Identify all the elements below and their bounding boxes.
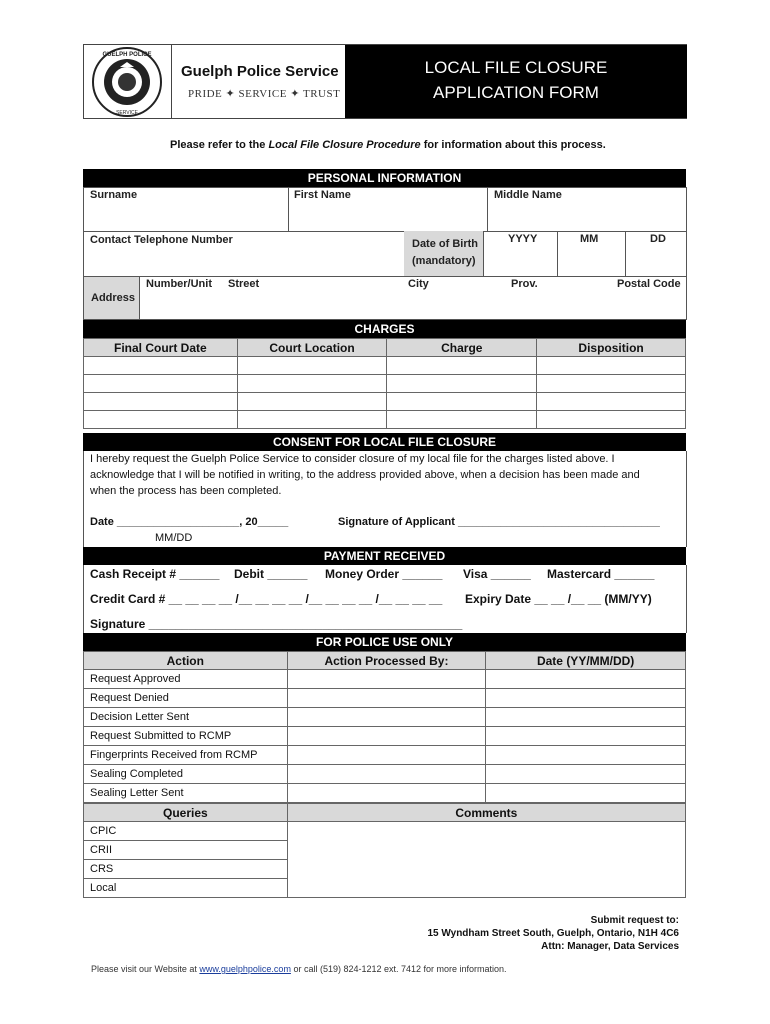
police-action-row[interactable]	[84, 689, 686, 708]
website-link[interactable]: www.guelphpolice.com	[199, 964, 291, 974]
city-label: City	[408, 278, 429, 290]
motto: PRIDE ✦ SERVICE ✦ TRUST	[188, 88, 341, 100]
title-line2: APPLICATION FORM	[433, 83, 599, 102]
submit-line1: Submit request to:	[590, 915, 679, 926]
footer-suffix: or call (519) 824-1212 ext. 7412 for more information.	[290, 964, 507, 974]
personal-heading: PERSONAL INFORMATION	[83, 169, 686, 187]
action-label: Request Approved	[84, 670, 288, 689]
consent-date-field[interactable]: Date ____________________, 20_____	[90, 516, 289, 528]
phone-label: Contact Telephone Number	[90, 234, 233, 246]
police-table	[83, 651, 686, 803]
comments-heading: Comments	[287, 804, 685, 822]
dd-label: DD	[650, 233, 666, 245]
personal-row1	[83, 187, 687, 232]
payment-signature-field[interactable]: Signature _______________________________________________	[90, 617, 463, 631]
address-label: Address	[91, 292, 136, 304]
query-item[interactable]: CPIC	[84, 822, 288, 841]
charges-row[interactable]	[84, 357, 686, 375]
mm-label: MM	[580, 233, 599, 245]
police-seal	[84, 45, 172, 118]
comments-field[interactable]	[287, 822, 685, 898]
charges-heading: CHARGES	[83, 320, 686, 338]
charges-table	[83, 338, 686, 429]
charges-col-final-court-date: Final Court Date	[84, 339, 238, 357]
intro-suffix: for information about this process.	[420, 139, 606, 151]
seal-text-top: GUELPH POLICE	[102, 52, 152, 58]
police-action-row[interactable]	[84, 746, 686, 765]
payment-heading: PAYMENT RECEIVED	[83, 547, 686, 565]
org-name: Guelph Police Service	[181, 63, 339, 80]
charges-row[interactable]	[84, 411, 686, 429]
money-order-field[interactable]: Money Order ______	[325, 567, 443, 581]
postal-code-label: Postal Code	[617, 278, 681, 290]
consent-date-format: MM/DD	[155, 532, 193, 544]
charges-row[interactable]	[84, 393, 686, 411]
police-col-action: Action	[84, 652, 288, 670]
action-label: Decision Letter Sent	[84, 708, 288, 727]
action-label: Sealing Completed	[84, 765, 288, 784]
action-label: Request Submitted to RCMP	[84, 727, 288, 746]
dob-label-line2: (mandatory)	[412, 255, 476, 267]
charges-col-disposition: Disposition	[537, 339, 686, 357]
middle-name-label: Middle Name	[494, 189, 562, 201]
footer-text	[91, 964, 507, 974]
title-block	[345, 45, 687, 118]
street-label: Street	[228, 278, 260, 290]
submit-line2: 15 Wyndham Street South, Guelph, Ontario, N1H 4C6	[427, 928, 679, 939]
charges-col-court-location: Court Location	[237, 339, 387, 357]
expiry-date-field[interactable]: Expiry Date __ __ /__ __ (MM/YY)	[465, 592, 652, 606]
police-action-row[interactable]	[84, 765, 686, 784]
police-action-row[interactable]	[84, 784, 686, 803]
query-item[interactable]: CRII	[84, 841, 288, 860]
consent-line2: acknowledge that I will be notified in writing, to the address provided above, when a decision has been made and	[90, 469, 640, 481]
dob-label-line1: Date of Birth	[412, 238, 478, 250]
debit-field[interactable]: Debit ______	[234, 567, 308, 581]
title-line1: LOCAL FILE CLOSURE	[424, 58, 608, 77]
police-heading: FOR POLICE USE ONLY	[83, 633, 686, 651]
prov-label: Prov.	[511, 278, 538, 290]
yyyy-label: YYYY	[508, 233, 538, 245]
intro-procedure: Local File Closure Procedure	[268, 139, 421, 151]
police-action-row[interactable]	[84, 727, 686, 746]
queries-heading: Queries	[84, 804, 288, 822]
action-label: Request Denied	[84, 689, 288, 708]
police-action-row[interactable]	[84, 670, 686, 689]
consent-heading: CONSENT FOR LOCAL FILE CLOSURE	[83, 433, 686, 451]
consent-line3: when the process has been completed.	[90, 485, 282, 497]
credit-card-field[interactable]: Credit Card # __ __ __ __ /__ __ __ __ /__ __ __ __ /__ __ __ __	[90, 592, 443, 606]
charges-col-charge: Charge	[387, 339, 537, 357]
action-label: Sealing Letter Sent	[84, 784, 288, 803]
police-seal-icon	[84, 45, 171, 118]
seal-text-bottom: SERVICE	[116, 110, 138, 116]
police-col-processed-by: Action Processed By:	[287, 652, 486, 670]
visa-field[interactable]: Visa ______	[463, 567, 531, 581]
queries-table	[83, 803, 686, 898]
intro-text	[170, 139, 606, 151]
police-col-date: Date (YY/MM/DD)	[486, 652, 686, 670]
number-unit-label: Number/Unit	[146, 278, 212, 290]
submit-block	[380, 914, 679, 953]
police-action-row[interactable]	[84, 708, 686, 727]
charges-row[interactable]	[84, 375, 686, 393]
mastercard-field[interactable]: Mastercard ______	[547, 567, 655, 581]
query-item[interactable]: Local	[84, 879, 288, 898]
submit-line3: Attn: Manager, Data Services	[541, 941, 679, 952]
header-box	[83, 44, 687, 119]
first-name-label: First Name	[294, 189, 351, 201]
consent-signature-field[interactable]: Signature of Applicant _________________________________	[338, 516, 660, 528]
surname-label: Surname	[90, 189, 138, 201]
consent-line1: I hereby request the Guelph Police Service to consider closure of my local file for the charges listed above. I	[90, 453, 615, 465]
query-item[interactable]: CRS	[84, 860, 288, 879]
footer-prefix: Please visit our Website at	[91, 964, 200, 974]
cash-receipt-field[interactable]: Cash Receipt # ______	[90, 567, 220, 581]
intro-prefix: Please refer to the	[170, 139, 269, 151]
action-label: Fingerprints Received from RCMP	[84, 746, 288, 765]
